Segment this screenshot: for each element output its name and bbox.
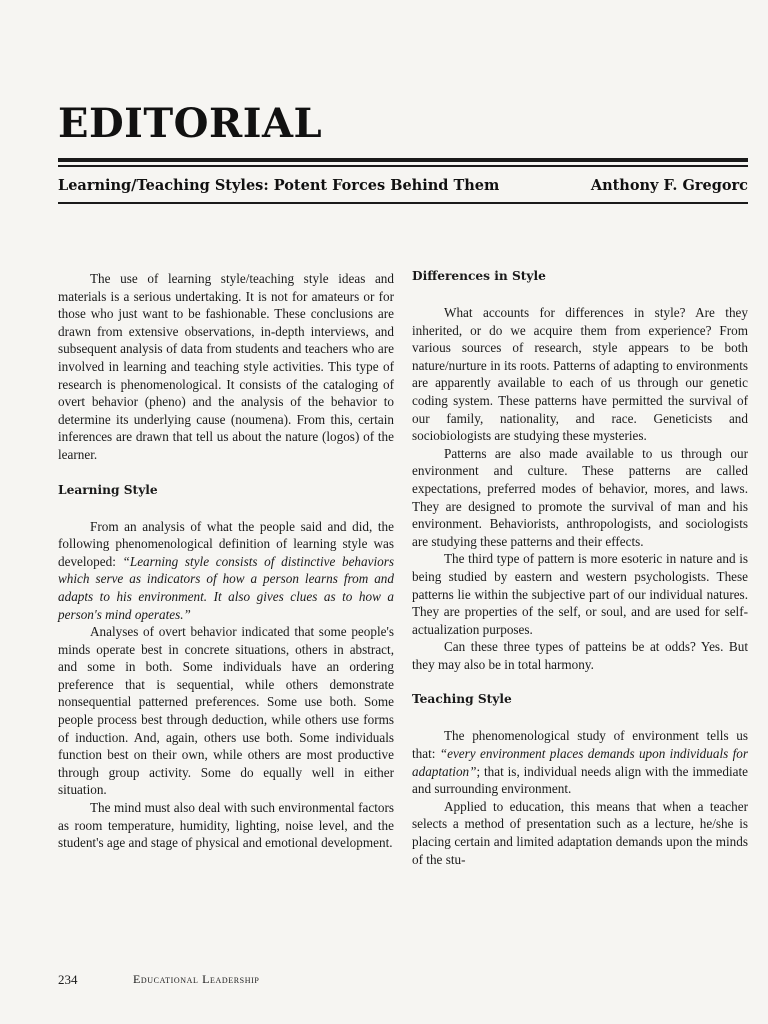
intro-paragraph: The use of learning style/teaching style ideas and materials is a serious undertaking. It is not for amateurs or for those who just want to be fashionable. These conclusions are drawn from extensive observations, in-depth interviews, and subsequent analysis of data from students and teachers who are involved in learning and teaching style activities. This type of research is phenomenological. It consists of the cataloging of overt behavior (pheno) and the analysis of the behavior to determine its underlying cause (noumena). From this, certain inferences are drawn that tell us about the nature (logos) of the learner. [58,271,394,462]
article-subtitle: Learning/Teaching Styles: Potent Forces Behind Them [58,177,500,194]
spacer [412,673,748,691]
spacer [412,708,748,727]
differences-paragraph-1: What accounts for differences in style? Are they inherited, or do we acquire them from experience? From various sources of research, style appears to be both nature/nurture in its roots. Patterns of adapting to environments are apparently available to each of us through our genetic coding system. These patterns have permitted the survival of our family, nationality, and race. Geneticists and sociobiologists are studying these mysteries. [412,305,748,444]
learning-p1-text: From an analysis of what the people said and did, the following phenomenological definition of learning style was developed: [58,518,394,569]
spacer [58,499,394,518]
section-heading-learning-style: Learning Style [58,482,158,497]
teaching-paragraph-2: Applied to education, this means that when a teacher selects a method of presentation such as a lecture, he/she is placing certain and limited adaptation demands upon the minds of the stu- [412,798,748,867]
subtitle-rule [58,202,748,204]
masthead-rule-thin [58,165,748,167]
learning-paragraph-2: Analyses of overt behavior indicated that some people's minds operate best in concrete situations, others in abstract, and some in both. Some individuals have an ordering preference that is sequential, while others demonstrate nonsequential patterned preferences. Some use both. Some people process best through deduction, while others use forms of induction. And, again, others use both. Some individuals function best on their own, while others are most productive through group activity. Some do equally well in either situation. [58,624,394,798]
teaching-paragraph-1 [412,727,748,797]
differences-paragraph-4: Can these three types of patteins be at odds? Yes. But they may also be in total harmony. [412,639,748,672]
learning-paragraph-3: The mind must also deal with such environmental factors as room temperature, humidity, lighting, noise level, and the student's age and stage of physical and emotional development. [58,800,394,851]
learning-style-definition-quote: “Learning style consists of distinctive behaviors which serve as indicators of how a person learns from and adapts to his environment. It also gives clues as to how a person's mind operates.” [58,553,394,622]
differences-paragraph-3: The third type of pattern is more esoteric in nature and is being studied by eastern and western psychologists. These patterns lie within the subjective part of our individual natures. They are properties of the self, or soul, and are used for self-actualization purposes. [412,551,748,637]
article-author: Anthony F. Gregorc [590,177,748,194]
publication-name: Educational Leadership [133,972,260,986]
left-column [58,270,394,852]
section-heading-teaching-style: Teaching Style [412,692,512,707]
spacer [412,285,748,304]
teaching-p1-text: The phenomenological study of environment tells us that: [412,728,748,762]
learning-paragraph-1 [58,518,394,624]
teaching-p1-end: ; that is, individual needs align with the immediate and surrounding environment. [412,763,748,797]
spacer [58,464,394,482]
differences-paragraph-2: Patterns are also made available to us through our environment and culture. These patterns are called expectations, preferred modes of behavior, mores, and laws. They are designed to promote the survival of man and his environment. Behaviorists, anthropologists, and sociologists are studying these patterns and their effects. [412,445,748,549]
masthead-title: EDITORIAL [58,100,323,147]
right-column [412,268,748,868]
section-heading-differences-in-style: Differences in Style [412,269,546,283]
masthead-rule-thick [58,158,748,162]
page-number: 234 [58,972,78,987]
environment-demands-quote: “every environment places demands upon individuals for adaptation” [412,746,748,779]
